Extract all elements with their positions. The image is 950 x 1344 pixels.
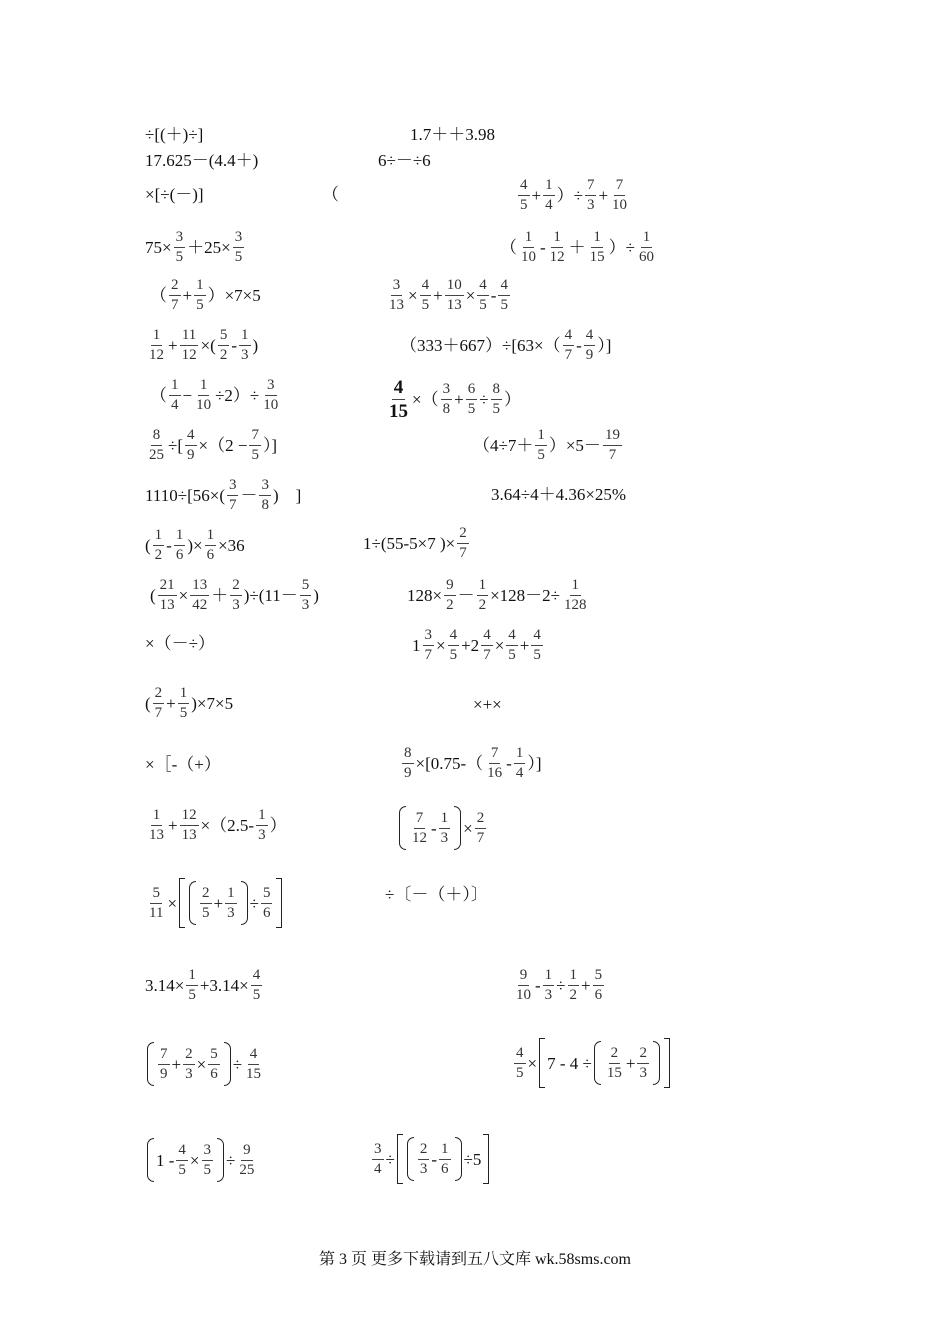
- fraction: $\frac{7}{3}$: [586, 177, 595, 213]
- fraction: $\frac{2}{7}$: [171, 277, 179, 313]
- fraction: $\frac{4}{5}$: [252, 967, 261, 1003]
- fraction: $\frac{1}{4}$: [545, 177, 553, 213]
- fraction: $\frac{5}{3}$: [301, 577, 310, 613]
- fraction: $\frac{3}{4}$: [374, 1140, 382, 1177]
- right-bracket: [664, 1038, 670, 1088]
- fraction: $\frac{1}{3}$: [241, 327, 249, 363]
- fraction: $\frac{3}{10}$: [263, 377, 279, 413]
- fraction: $\frac{8}{25}$: [149, 427, 164, 463]
- fraction: $\frac{13}{42}$: [192, 577, 208, 613]
- fraction: $\frac{4}{5}$: [516, 1044, 524, 1081]
- fraction: $\frac{8}{5}$: [492, 381, 501, 417]
- expr-20: ( $\frac{1}{2}$ - $\frac{1}{6}$ )× $\frac{1}{6}$ ×36: [145, 527, 245, 563]
- expr-12: $\frac{1}{12}$ + $\frac{11}{12}$ ×( $\frac{5}{2}$ - $\frac{1}{3}$ ): [149, 327, 259, 363]
- fraction: $\frac{4}{9}$: [585, 327, 594, 363]
- fraction: $\frac{3}{7}$: [228, 477, 237, 513]
- expr-2: [410, 126, 495, 143]
- fraction: $\frac{3}{8}$: [442, 381, 451, 417]
- fraction: $\frac{21}{13}$: [159, 577, 175, 613]
- fraction: $\frac{2}{7}$: [476, 809, 485, 846]
- fraction: $\frac{1}{12}$: [549, 229, 565, 265]
- fraction: $\frac{6}{5}$: [467, 381, 476, 417]
- expr-38: 1 - $\frac{4}{5}$ × $\frac{3}{5}$ ÷ $\frac{9}{25}$: [145, 1138, 258, 1182]
- fraction: $\frac{1}{6}$: [175, 527, 184, 563]
- expr-34: 3.14× $\frac{1}{5}$ +3.14× $\frac{4}{5}$: [145, 967, 261, 1003]
- fraction: $\frac{2}{15}$: [606, 1044, 622, 1081]
- expr-14: （ $\frac{1}{4}$ − $\frac{1}{10}$ ÷2）÷ $\frac{3}{10}$: [150, 377, 279, 413]
- fraction: $\frac{3}{7}$: [424, 627, 432, 663]
- expr-26: ( $\frac{2}{7}$ + $\frac{1}{5}$ )×7×5: [145, 685, 234, 721]
- expr-8: 75× $\frac{3}{5}$ ＋25× $\frac{3}{5}$: [145, 229, 243, 265]
- expr-22: ( $\frac{21}{13}$ × $\frac{13}{42}$ ＋ $\frac{2}{3}$ )÷(11－ $\frac{5}{3}$ ): [150, 577, 319, 613]
- expr-18: 1110÷[56×( $\frac{3}{7}$ － $\frac{3}{8}$ ) ]: [145, 477, 302, 513]
- right-bracket: [483, 1134, 489, 1184]
- fraction: $\frac{1}{3}$: [544, 967, 553, 1003]
- fraction: $\frac{12}{13}$: [181, 807, 197, 843]
- fraction: $\frac{1}{3}$: [227, 884, 235, 921]
- fraction: $\frac{4}{5}$: [449, 627, 458, 663]
- fraction: $\frac{1}{4}$: [515, 745, 524, 781]
- fraction: $\frac{2}{7}$: [154, 685, 163, 721]
- fraction: $\frac{1}{3}$: [258, 807, 266, 843]
- fraction: $\frac{7}{12}$: [412, 809, 427, 846]
- expr-16: $\frac{8}{25}$ ÷[ $\frac{4}{9}$ ×（2 − $\frac{7}{5}$ ）]: [149, 427, 278, 463]
- fraction: $\frac{10}{13}$: [446, 277, 462, 313]
- expr-24: ×（－÷）: [145, 634, 215, 653]
- fraction: $\frac{3}{8}$: [261, 477, 269, 513]
- right-paren: [454, 806, 461, 850]
- left-paren: [407, 1137, 414, 1181]
- fraction: $\frac{1}{6}$: [206, 527, 215, 563]
- expr-7: $\frac{4}{5}$ + $\frac{1}{4}$ ）÷ $\frac{7}{3}$ + $\frac{7}{10}$: [520, 177, 628, 213]
- right-paren: [241, 881, 248, 925]
- fraction: $\frac{4}{9}$: [187, 427, 195, 463]
- expr-15: $\frac{4}{15}$ ×（ $\frac{3}{8}$ + $\frac{6}{5}$ ÷ $\frac{8}{5}$ ）: [389, 377, 522, 422]
- fraction: $\frac{1}{60}$: [639, 229, 655, 265]
- expr-21: 1÷(55-5×7 )× $\frac{2}{7}$: [363, 525, 467, 561]
- fraction: $\frac{3}{5}$: [234, 229, 243, 265]
- fraction: $\frac{1}{5}$: [179, 685, 188, 721]
- expr-33: ÷〔－（＋）〕: [385, 885, 488, 904]
- expr-32: $\frac{5}{11}$ × $\frac{2}{5}$ + $\frac{1}{3}$ ÷ $\frac{5}{6}$: [145, 878, 284, 928]
- fraction: $\frac{9}{2}$: [446, 577, 454, 613]
- fraction: $\frac{2}{3}$: [232, 577, 240, 613]
- fraction: $\frac{4}{7}$: [483, 627, 491, 663]
- expr-text: 17.625－(4.4＋): [145, 151, 259, 170]
- fraction: $\frac{1}{10}$: [521, 229, 536, 265]
- expr-17: （4÷7＋ $\frac{1}{5}$ ）×5－ $\frac{19}{7}$: [473, 427, 620, 463]
- expr-1: [145, 126, 203, 143]
- fraction: $\frac{1}{6}$: [441, 1140, 449, 1177]
- expr-13: （333＋667）÷[63×（ $\frac{4}{7}$ - $\frac{4}{9}$ ）]: [400, 327, 612, 363]
- fraction: $\frac{9}{25}$: [239, 1141, 255, 1178]
- left-paren: [147, 1042, 154, 1086]
- fraction: $\frac{1}{3}$: [440, 809, 449, 846]
- expr-5: [145, 186, 204, 203]
- fraction: $\frac{1}{5}$: [196, 277, 204, 313]
- expr-23: 128× $\frac{9}{2}$ － $\frac{1}{2}$ ×128－2÷ $\frac{1}{128}$: [407, 577, 587, 613]
- fraction: $\frac{4}{15}$: [246, 1045, 262, 1082]
- fraction: $\frac{1}{2}$: [154, 527, 163, 563]
- expr-30: $\frac{1}{13}$ + $\frac{12}{13}$ ×（2.5- $\frac{1}{3}$ ）: [149, 807, 287, 843]
- fraction: $\frac{7}{5}$: [251, 427, 259, 463]
- fraction: $\frac{2}{3}$: [419, 1140, 428, 1177]
- fraction: $\frac{1}{2}$: [569, 967, 578, 1003]
- expr-10: （ $\frac{2}{7}$ + $\frac{1}{5}$ ）×7×5: [150, 277, 261, 313]
- left-bracket: [539, 1038, 545, 1088]
- fraction: $\frac{4}{5}$: [479, 277, 487, 313]
- fraction: $\frac{4}{5}$: [520, 177, 528, 213]
- expr-25: 1 $\frac{3}{7}$ × $\frac{4}{5}$ +2 $\frac{4}{7}$ × $\frac{4}{5}$ + $\frac{4}{5}$: [412, 627, 541, 663]
- fraction: $\frac{3}{5}$: [203, 1141, 212, 1178]
- fraction: $\frac{3}{5}$: [175, 229, 184, 265]
- expr-37: $\frac{4}{5}$ × 7 - 4 ÷ $\frac{2}{15}$ + $\frac{2}{3}$: [512, 1038, 672, 1088]
- fraction: $\frac{7}{9}$: [160, 1045, 168, 1082]
- left-paren: [189, 881, 196, 925]
- expr-27: ×+×: [473, 695, 502, 714]
- expr-29: $\frac{8}{9}$ ×[0.75-（ $\frac{7}{16}$ - $\frac{1}{4}$ ）]: [404, 745, 542, 781]
- fraction: $\frac{1}{2}$: [478, 577, 487, 613]
- right-paren: [217, 1138, 224, 1182]
- fraction: $\frac{7}{10}$: [612, 177, 628, 213]
- fraction: $\frac{1}{10}$: [196, 377, 212, 413]
- expr-39: $\frac{3}{4}$ ÷ $\frac{2}{3}$ - $\frac{1}{6}$ ÷5: [370, 1134, 491, 1184]
- expr-31: $\frac{7}{12}$ - $\frac{1}{3}$ × $\frac{2}{7}$: [397, 806, 488, 850]
- expr-36: $\frac{7}{9}$ + $\frac{2}{3}$ × $\frac{5}{6}$ ÷ $\frac{4}{15}$: [145, 1042, 265, 1086]
- expr-4: [378, 152, 431, 169]
- fraction: $\frac{1}{5}$: [188, 967, 196, 1003]
- fraction: $\frac{7}{16}$: [487, 745, 503, 781]
- fraction: $\frac{5}{6}$: [262, 884, 271, 921]
- expr-35: $\frac{9}{10}$ - $\frac{1}{3}$ ÷ $\frac{1}{2}$ + $\frac{5}{6}$: [516, 967, 603, 1003]
- left-bracket: [397, 1134, 403, 1184]
- expr-text: 6÷－÷6: [378, 151, 431, 170]
- fraction: $\frac{11}{12}$: [181, 327, 197, 363]
- expr-3: [145, 152, 258, 169]
- left-bracket: [179, 878, 185, 928]
- right-paren: [653, 1041, 660, 1085]
- fraction: $\frac{5}{6}$: [594, 967, 603, 1003]
- fraction: $\frac{4}{15}$: [389, 377, 408, 422]
- fraction: $\frac{1}{4}$: [171, 377, 179, 413]
- expr-9: （ $\frac{1}{10}$ - $\frac{1}{12}$ ＋ $\frac{1}{15}$ ）÷ $\frac{1}{60}$: [500, 229, 655, 265]
- fraction: $\frac{19}{7}$: [604, 427, 620, 463]
- left-paren: [594, 1041, 601, 1085]
- fraction: $\frac{2}{7}$: [459, 525, 467, 561]
- left-paren: [399, 806, 406, 850]
- right-bracket: [276, 878, 282, 928]
- right-paren: [455, 1137, 462, 1181]
- fraction: $\frac{4}{5}$: [500, 277, 508, 313]
- fraction: $\frac{1}{5}$: [537, 427, 545, 463]
- fraction: $\frac{2}{5}$: [202, 884, 210, 921]
- fraction: $\frac{3}{13}$: [389, 277, 404, 313]
- fraction: $\frac{5}{6}$: [210, 1045, 218, 1082]
- fraction: $\frac{1}{13}$: [149, 807, 164, 843]
- fraction: $\frac{4}{7}$: [564, 327, 573, 363]
- expr-6: [322, 186, 339, 203]
- page-footer: 第 3 页 更多下载请到五八文库 wk.58sms.com: [318, 1251, 631, 1268]
- fraction: $\frac{8}{9}$: [404, 745, 412, 781]
- expr-text: （: [322, 185, 339, 204]
- fraction: $\frac{4}{5}$: [508, 627, 516, 663]
- expr-text: ÷[(＋)÷]: [145, 125, 204, 144]
- expr-19: 3.64÷4＋4.36×25%: [491, 485, 627, 504]
- fraction: $\frac{4}{5}$: [421, 277, 430, 313]
- expr-text: 1.7＋＋3.98: [410, 125, 495, 144]
- fraction: $\frac{4}{5}$: [533, 627, 541, 663]
- fraction: $\frac{5}{11}$: [149, 884, 164, 921]
- fraction: $\frac{5}{2}$: [219, 327, 228, 363]
- expr-text: ×[÷(－)]: [145, 185, 204, 204]
- fraction: $\frac{2}{3}$: [639, 1044, 647, 1081]
- fraction: $\frac{9}{10}$: [516, 967, 531, 1003]
- left-paren: [147, 1138, 154, 1182]
- expr-28: ×［-（+）: [145, 755, 221, 774]
- fraction: $\frac{4}{5}$: [178, 1141, 186, 1178]
- right-paren: [224, 1042, 231, 1086]
- expr-11: $\frac{3}{13}$ × $\frac{4}{5}$ + $\frac{10}{13}$ × $\frac{4}{5}$ - $\frac{4}{5}$: [389, 277, 508, 313]
- fraction: $\frac{1}{15}$: [589, 229, 605, 265]
- fraction: $\frac{2}{3}$: [185, 1045, 193, 1082]
- fraction: $\frac{1}{128}$: [564, 577, 587, 613]
- fraction: $\frac{1}{12}$: [149, 327, 164, 363]
